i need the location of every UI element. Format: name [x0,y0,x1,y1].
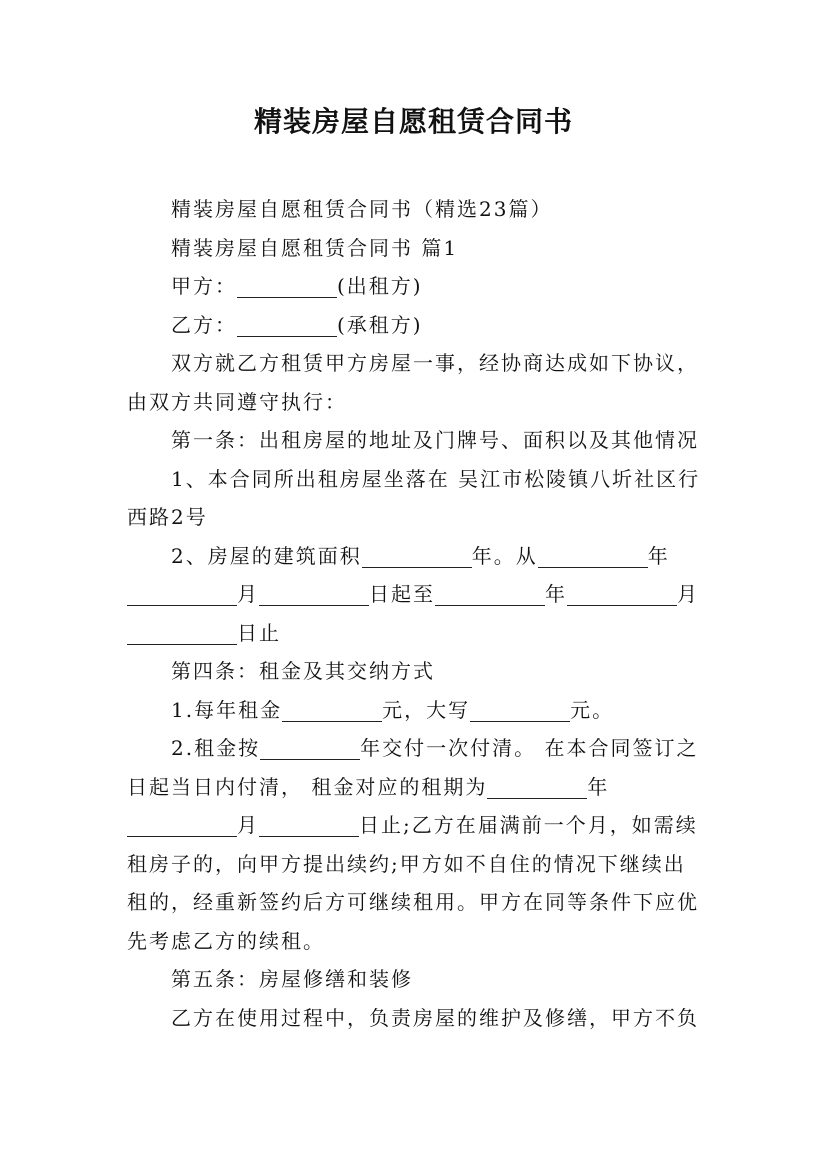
section-heading: 精装房屋自愿租赁合同书 篇1 [171,235,459,260]
article5-text: 乙方在使用过程中，负责房屋的维护及修缮，甲方不负 [171,1005,699,1030]
end-month-label: 月 [677,582,699,606]
start-month-label: 月 [237,582,259,606]
end-day-label: 日止 [237,620,281,645]
renewal-terms-text: 日止;乙方在届满前一个月，如需续租房子的，向甲方提出续约;甲方如不自住的情况下继续出租的，经重新签约后方可继续租用。甲方在同等条件下应优先考虑乙方的续租。 [127,813,699,953]
intro-paragraph: 双方就乙方租赁甲方房屋一事，经协商达成如下协议，由双方共同遵守执行： [127,351,699,414]
party-a-line [127,267,707,306]
end-year-blank [435,583,545,606]
article5-heading: 第五条：房屋修缮和装修 [171,967,413,991]
term-year-blank [487,776,587,799]
term-month-label: 月 [237,813,259,837]
end-day-blank [127,622,237,645]
article4-item2 [127,729,707,960]
start-year-label: 年 [647,543,670,568]
article1-heading: 第一条：出租房屋的地址及门牌号、面积以及其他情况 [171,428,699,452]
start-day-label: 日起至 [369,582,435,606]
rent-unit-label: 元。 [570,697,615,722]
party-b-role: (承租方) [337,312,423,337]
term-day-blank [259,814,359,837]
payment-cycle-label: 2.租金按 [171,736,261,760]
start-day-blank [259,583,369,606]
term-year-label: 年 [587,774,610,799]
article1-item2-area-label: 2、房屋的建筑面积 [171,543,362,568]
rent-capital-label: 元，大写 [382,697,471,722]
document-body [127,190,707,1037]
area-blank [362,545,472,568]
article4-heading: 第四条：租金及其交纳方式 [171,659,435,683]
document-subtitle: 精装房屋自愿租赁合同书（精选23篇） [171,197,553,221]
term-month-blank [127,814,237,837]
payment-cycle-blank [260,737,360,760]
party-b-blank [237,314,337,337]
party-a-blank [237,275,337,298]
payment-terms-text: 年交付一次付清。 在本合同签订之日起当日内付清， 租金对应的租期为 [127,736,699,799]
annual-rent-label: 1.每年租金 [171,697,283,722]
party-a-label: 甲方： [171,274,237,298]
document-title: 精装房屋自愿租赁合同书 [253,105,573,138]
party-b-label: 乙方： [171,312,237,337]
party-b-line [127,306,707,345]
article1-item2 [127,537,707,653]
annual-rent-blank [282,699,382,722]
start-month-blank [127,583,237,606]
end-year-label: 年 [545,582,567,606]
party-a-role: (出租方) [337,274,423,298]
article1-item2-from-label: 年。从 [471,543,538,568]
start-year-blank [538,545,648,568]
end-month-blank [567,583,677,606]
article1-item1: 1、本合同所出租房屋坐落在 吴江市松陵镇八圻社区行西路2号 [127,466,701,529]
rent-capital-blank [470,699,570,722]
article4-item1 [127,691,707,730]
